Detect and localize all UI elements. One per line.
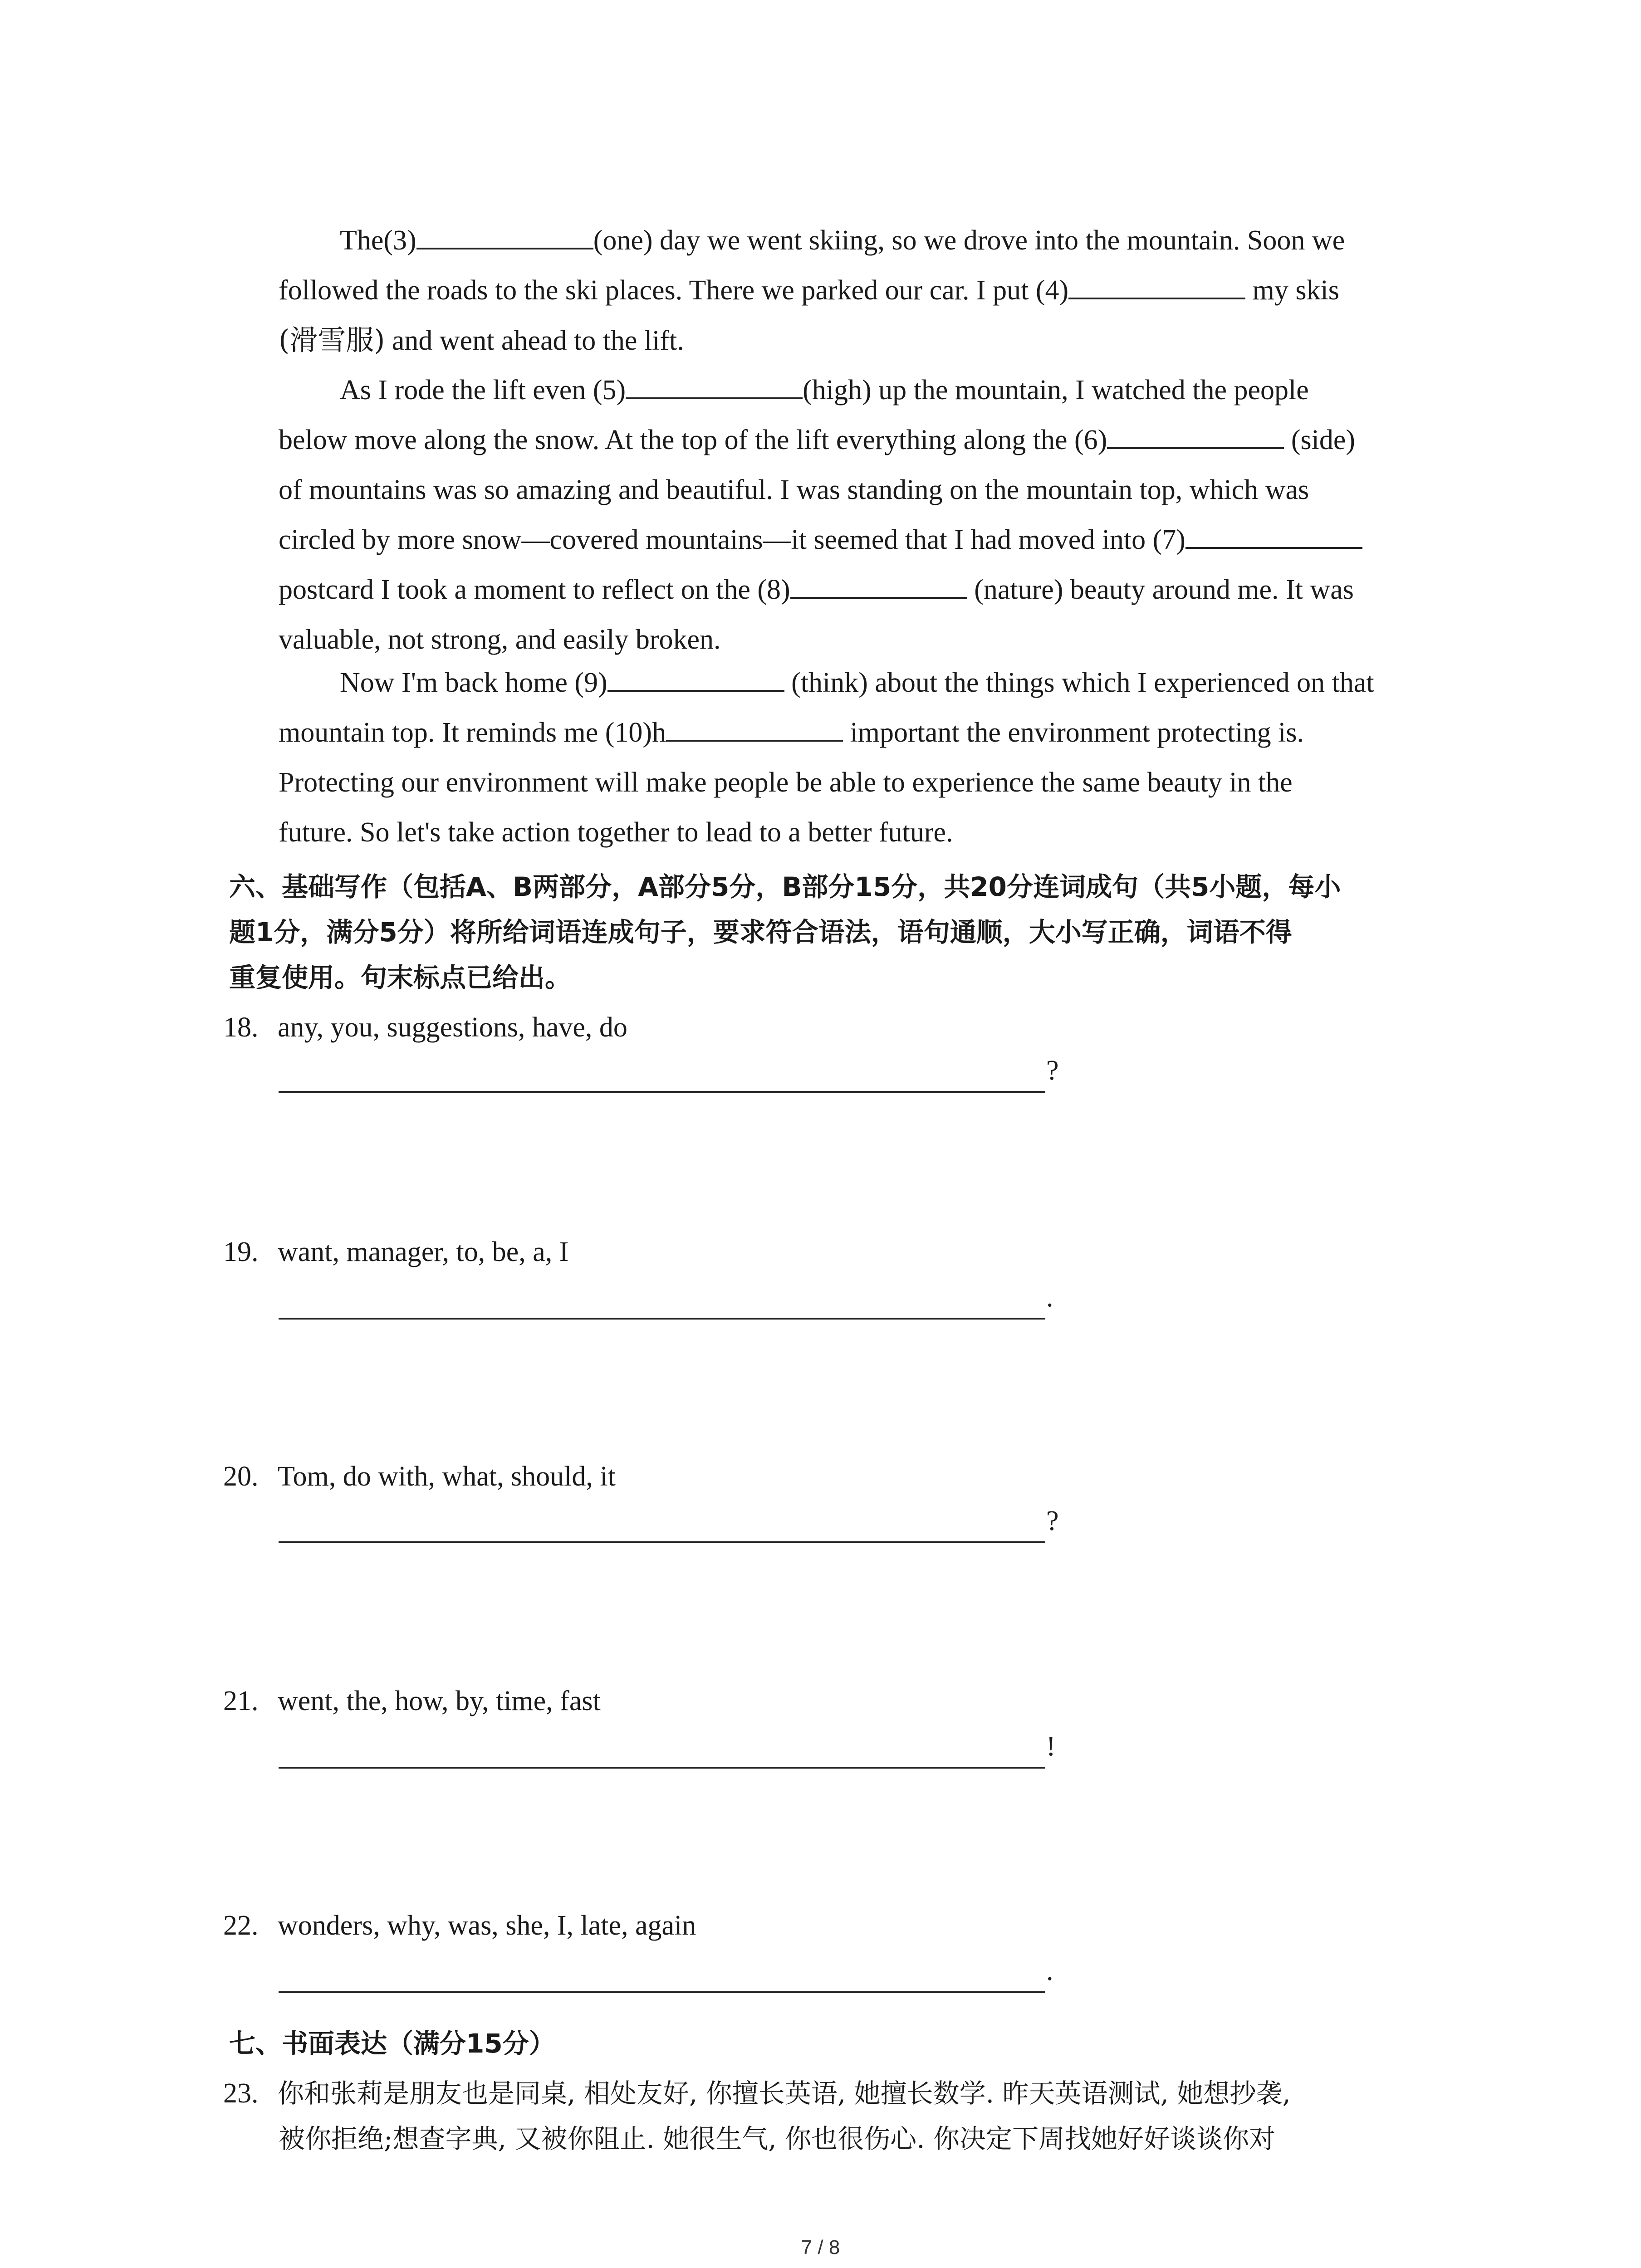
passage-line: of mountains was so amazing and beautiful. I was standing on the mountain top, which was [279,474,1309,505]
question-21: 21. went, the, how, by, time, fast [223,1686,601,1716]
end-punctuation-18: ? [1046,1055,1059,1086]
passage-line: below move along the snow. At the top of the lift everything along the (6) (side) [279,415,1454,465]
answer-line-18[interactable] [279,1091,1045,1093]
passage-paragraph-2 [279,365,1454,665]
end-punctuation-19: . [1046,1282,1053,1313]
section-7-heading: 七、书面表达（满分15分） [229,2028,555,2059]
passage-line: (滑雪服) and went ahead to the lift. [279,323,684,357]
question-20: 20. Tom, do with, what, should, it [223,1461,616,1492]
passage-line: circled by more snow—covered mountains—it seemed that I had moved into (7) [279,515,1454,565]
blank-6[interactable] [1107,421,1284,449]
blank-9[interactable] [607,664,784,692]
passage-line: valuable, not strong, and easily broken. [279,624,721,655]
passage-paragraph-1 [279,215,1454,365]
passage-line: postcard I took a moment to reflect on the (8) (nature) beauty around me. It was [279,565,1454,615]
blank-8[interactable] [790,571,967,599]
blank-10[interactable] [666,714,843,742]
passage-line: Now I'm back home (9) (think) about the things which I experienced on that [279,658,1454,708]
end-punctuation-20: ? [1046,1505,1059,1536]
end-punctuation-21: ! [1046,1731,1056,1762]
question-23: 23. 你和张莉是朋友也是同桌, 相处友好, 你擅长英语, 她擅长数学. 昨天英语测试, 她想抄袭, 被你拒绝;想查字典, 又被你阻止. 她很生气, 你也很伤心. 你决定下周找她好好谈谈你对 [223,2078,1291,2154]
passage-line: As I rode the lift even (5) (high) up the mountain, I watched the people [279,365,1454,415]
passage-line: mountain top. It reminds me (10)h important the environment protecting is. [279,708,1454,758]
passage-line: followed the roads to the ski places. There we parked our car. I put (4) my skis [279,265,1454,315]
question-19: 19. want, manager, to, be, a, I [223,1237,569,1267]
blank-5[interactable] [626,371,803,399]
answer-line-20[interactable] [279,1541,1045,1543]
passage-line: future. So let's take action together to lead to a better future. [279,817,953,848]
passage-line: Protecting our environment will make people be able to experience the same beauty in the [279,767,1293,798]
answer-line-19[interactable] [279,1318,1045,1320]
answer-line-21[interactable] [279,1767,1045,1769]
blank-4[interactable] [1068,271,1245,299]
answer-line-22[interactable] [279,1991,1045,1993]
blank-3[interactable] [416,221,593,249]
page-number: 7 / 8 [801,2236,840,2258]
question-22: 22. wonders, why, was, she, I, late, again [223,1910,696,1941]
section-6-heading: 六、基础写作（包括A、B两部分，A部分5分，B部分15分，共20分连词成句（共5小题，每小 题1分，满分5分）将所给词语连成句子，要求符合语法，语句通顺，大小写正确，词语不得 重复使用。句末标点已给出。 [229,871,1341,993]
question-18: 18. any, you, suggestions, have, do [223,1012,627,1043]
passage-paragraph-3 [279,658,1454,857]
blank-7[interactable] [1185,521,1362,549]
end-punctuation-22: . [1046,1955,1053,1986]
passage-line: The(3) (one) day we went skiing, so we drove into the mountain. Soon we [279,215,1454,265]
